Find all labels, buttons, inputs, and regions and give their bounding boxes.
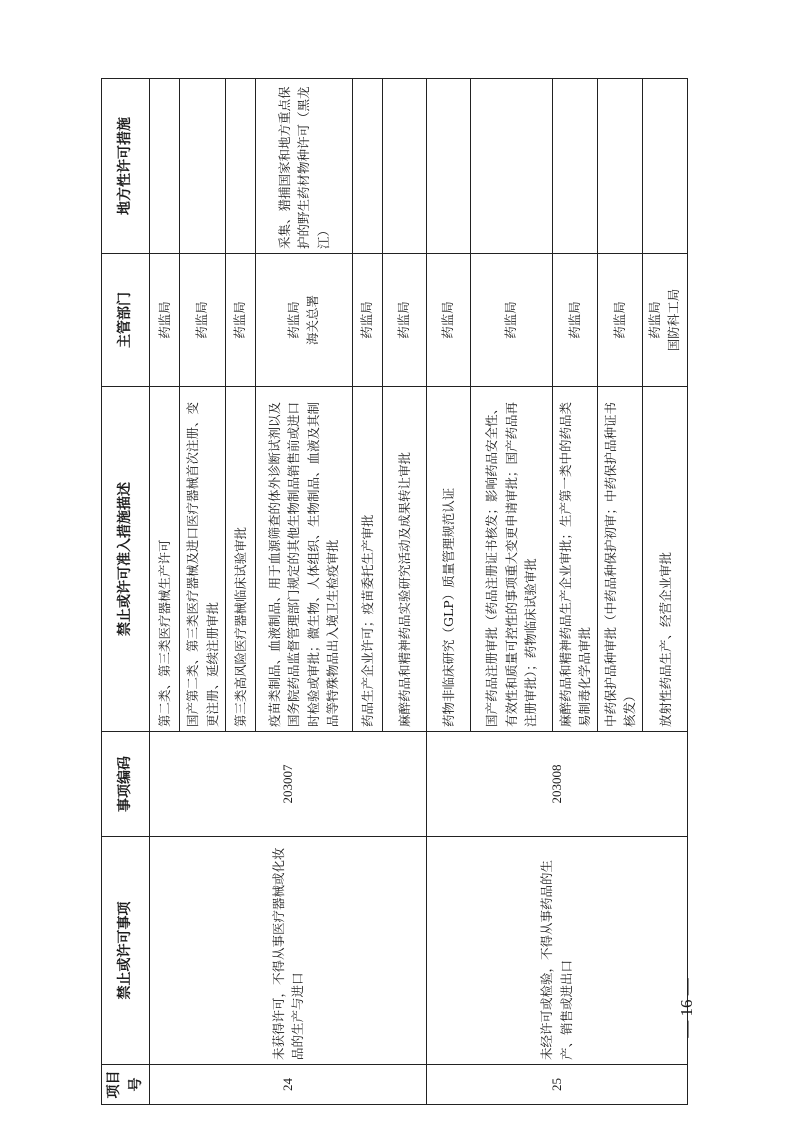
header-desc: 禁止或许可准入措施描述 xyxy=(102,387,150,732)
dept-name: 药监局 xyxy=(395,301,411,339)
dept-name: 药监局 xyxy=(156,301,172,339)
measure-desc: 麻醉药品和精神药品实验研究活动及成果转让审批 xyxy=(383,387,426,732)
local-measure: 采集、猎捕国家和地方重点保护的野生药材物种许可（黑龙江） xyxy=(255,79,352,254)
dept-name: 药监局 xyxy=(231,301,247,339)
measure-desc: 第二类、第三类医疗器械生产许可 xyxy=(150,387,180,732)
measure-desc: 第三类高风险医疗器械临床试验审批 xyxy=(225,387,255,732)
local-measure xyxy=(180,79,225,254)
local-measure xyxy=(643,79,688,254)
dept-name: 药监局 xyxy=(647,301,663,339)
dept-name: 药监局 xyxy=(439,301,455,339)
item-code: 203008 xyxy=(426,732,687,837)
page-number: — 16 — xyxy=(677,978,696,1038)
dept-cell xyxy=(353,254,383,387)
local-measure xyxy=(552,79,597,254)
table-row xyxy=(426,79,471,1105)
item-seq: 24 xyxy=(150,1065,426,1105)
local-measure xyxy=(471,79,553,254)
local-measure xyxy=(225,79,255,254)
measure-desc: 国产第二类、第三类医疗器械及进口医疗器械首次注册、变更注册、延续注册审批 xyxy=(180,387,225,732)
dept-name: 药监局 xyxy=(286,301,302,339)
dept-name: 国防科工局 xyxy=(666,288,682,352)
header-seq: 项目号 xyxy=(102,1065,150,1105)
dept-cell xyxy=(471,254,553,387)
table-header-row xyxy=(102,79,150,1105)
local-measure xyxy=(353,79,383,254)
dept-cell xyxy=(255,254,352,387)
local-measure xyxy=(383,79,426,254)
measure-desc: 放射性药品生产、经营企业审批 xyxy=(643,387,688,732)
dept-cell xyxy=(426,254,471,387)
local-measure xyxy=(426,79,471,254)
dept-name: 药监局 xyxy=(503,301,519,339)
measure-desc: 国产药品注册审批（药品注册证书核发；影响药品安全性、有效性和质量可控性的事项重大变更申请审批；国产药品再注册审批）；药物临床试验审批 xyxy=(471,387,553,732)
measure-desc: 中药保护品种审批（中药品种保护初审；中药保护品种证书核发） xyxy=(598,387,643,732)
measure-desc: 疫苗类制品、血液制品、用于血源筛查的体外诊断试剂以及国务院药品监督管理部门规定的其他生物制品销售前或进口时检验或审批；微生物、人体组织、生物制品、血液及其制品等特殊物品出入境卫生检疫审批 xyxy=(255,387,352,732)
local-measure xyxy=(150,79,180,254)
header-dept: 主管部门 xyxy=(102,254,150,387)
local-measure xyxy=(598,79,643,254)
table-row xyxy=(150,79,180,1105)
dept-cell xyxy=(383,254,426,387)
dept-cell xyxy=(180,254,225,387)
licensing-table xyxy=(101,78,688,1105)
item-code: 203007 xyxy=(150,732,426,837)
dept-name: 药监局 xyxy=(611,301,627,339)
dept-cell xyxy=(150,254,180,387)
item-name: 未经许可或检验，不得从事药品的生产、销售或进出口 xyxy=(426,837,687,1065)
measure-desc: 药品生产企业许可；疫苗委托生产审批 xyxy=(353,387,383,732)
measure-desc: 麻醉药品和精神药品生产企业审批；生产第一类中的药品类易制毒化学品审批 xyxy=(552,387,597,732)
dept-cell xyxy=(225,254,255,387)
dept-name: 药监局 xyxy=(359,301,375,339)
header-code: 事项编码 xyxy=(102,732,150,837)
dept-cell xyxy=(643,254,688,387)
item-name: 未获得许可，不得从事医疗器械或化妆品的生产与进口 xyxy=(150,837,426,1065)
dept-name: 药监局 xyxy=(194,301,210,339)
dept-name: 药监局 xyxy=(566,301,582,339)
header-local: 地方性许可措施 xyxy=(102,79,150,254)
dept-cell xyxy=(552,254,597,387)
rotated-table-container xyxy=(101,79,688,1105)
dept-cell xyxy=(598,254,643,387)
header-item: 禁止或许可事项 xyxy=(102,837,150,1065)
measure-desc: 药物非临床研究（GLP）质量管理规范认证 xyxy=(426,387,471,732)
item-seq: 25 xyxy=(426,1065,687,1105)
dept-name: 海关总署 xyxy=(304,295,320,346)
